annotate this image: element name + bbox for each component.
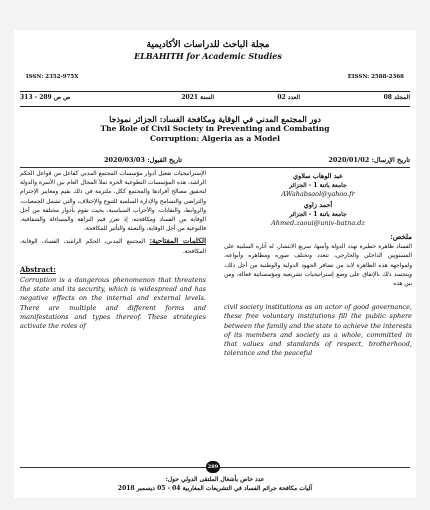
- journal-name-arabic: مجلة الباحث للدراسات الأكاديمية: [146, 40, 270, 50]
- header-rule-top: [20, 91, 410, 92]
- year-info: السنة 2021: [181, 94, 214, 101]
- pages-info: ص ص 289 - 313: [20, 94, 71, 101]
- abstract-english-text-1: Corruption is a dangerous phenomenon that threatens the state and its security, which is widespread and has negative effects on the internal and external levels. There are multiple and different forms and manifestations and types thereof. These strategies activate the roles of: [20, 276, 206, 331]
- footer-line-1: عدد خاص بأشغال الملتقى الدولي حول:: [165, 476, 265, 483]
- issue-info-bar: [20, 94, 410, 104]
- keywords-heading: الكلمات المفتاحية:: [149, 236, 207, 246]
- journal-header: [92, 40, 324, 61]
- author-2-affiliation: جامعة باتنة 1 - الجزائر: [289, 211, 347, 218]
- abstract-english-text-2: civil society institutions as an actor of good governance, these free voluntary institutions fill the public sphere between the family and the state to achieve the interests of its members and society as a whole, committed in that values and standards of respect, brotherhood, tolerance and the peaceful: [224, 303, 413, 358]
- keywords-block: [20, 236, 206, 256]
- issue-info: العدد 02: [277, 94, 300, 101]
- abstract-english-block: [20, 265, 206, 331]
- left-column: [20, 170, 206, 331]
- right-column: [224, 172, 412, 358]
- date-sent: تاريخ الإرسال: 2020/01/02: [328, 156, 410, 164]
- keywords-text: المجتمع المدني، الحكم الراشد، الفساد، الوقاية، المكافحة.: [20, 239, 206, 255]
- author-2-email: Ahmed.zaoui@univ-batna.dz: [271, 219, 365, 227]
- abstract-arabic-heading: ملخص:: [390, 232, 412, 241]
- abstract-arabic-text: الفساد ظاهرة خطيرة تهدد الدولة وأمنها، سريع الانتشار، له آثاره السلبية على المستويين الداخلي والخارجي، تتعدد وتختلف صوره ومظاهره وأنواعه، ولمواجهة هذه الظاهرة لابد من تضافر الجهود الدولية والوطنية من أجل ذلك، ويتجسد ذلك بالإتفاق على وضع إستراتيجيات تشريعية ومؤسساتية فعالة، ومن بين هذه: [224, 244, 412, 288]
- journal-name-english: ELBAHITH for Academic Studies: [134, 51, 282, 61]
- author-1-email: AWahabsaol@yahoo.fr: [281, 190, 355, 198]
- eissn: EISSN: 2588-2368: [347, 74, 404, 80]
- abstract-arabic-continued: الإستراتيجيات تفعيل أدوار مؤسسات المجتمع المدني كفاعل من فواعل الحكم الراشد، هذه المؤسسات التطوعية الحرة تملأ المجال العام بين الأسرة والدولة لتحقيق مصالح أفرادها والمجتمع ككل، ملتزمة في ذلك بقيم ومعايير الإحترام والتراضي والتسامح والإدارة السلمية للتنوع والإختلاف، والتي تشمل الجمعيات، والروابط، والنقابات، والأحزاب السياسية، بحيث تقوم بأدوار مختلفة من أجل الوقاية من الفساد ومكافحته، إذ تعزز قيم النزاهة والمساءلة والشفافية، فالتوعية من أجل الوقاية، والتعبئة والتأثير للمكافحة.: [20, 171, 206, 233]
- volume-info: المجلد 08: [383, 94, 410, 101]
- title-en-line-2: Corruption: Algeria as a Model: [149, 134, 280, 143]
- author-1-name: عبد الوهاب سلاوي: [292, 172, 343, 180]
- title-en-line-1: The Role of Civil Society in Preventing and Combating: [100, 124, 330, 133]
- article-title-english: [20, 124, 410, 144]
- author-1-affiliation: جامعة باتنة 1 - الجزائر: [289, 182, 347, 189]
- date-accepted: تاريخ القبول: 2020/03/03: [104, 156, 182, 164]
- author-2-name: أحمد زاوي: [303, 201, 333, 209]
- footer-line-2: آليات مكافحة جرائم الفساد في التشريعات المغاربية 04 - 05 ديسمبر 2018: [117, 485, 313, 492]
- abstract-english-heading: Abstract:: [20, 264, 56, 274]
- issn: ISSN: 2352-975X: [26, 74, 79, 80]
- page-number-badge: 289: [206, 461, 220, 473]
- abstract-english-continued: [224, 303, 412, 358]
- author-block: [224, 172, 412, 228]
- article-title-arabic: دور المجتمع المدني في الوقاية ومكافحة الفساد: الجزائر نموذجا: [109, 114, 321, 124]
- header-rule-bottom: [20, 106, 410, 107]
- date-rule: [20, 167, 410, 168]
